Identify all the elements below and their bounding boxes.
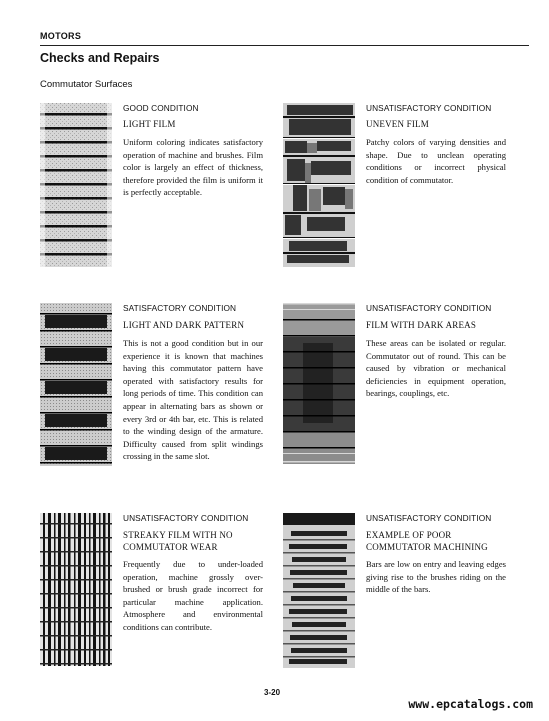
panel-1-name: LIGHT FILM	[123, 119, 176, 129]
panel-5-name-line-2: COMMUTATOR WEAR	[123, 542, 218, 552]
panel-5-description: Frequently due to under-loaded operation, machine grossly over-brushed or brush grade incorrect for particular machine application. Atmosphere and environmental conditions can contribute.	[123, 559, 263, 632]
panel-6-description: Bars are low on entry and leaving edges giving rise to the brushes riding on the middle of the bars.	[366, 559, 506, 595]
panel-6-condition: UNSATISFACTORY CONDITION	[366, 513, 492, 523]
panel-2-condition: UNSATISFACTORY CONDITION	[366, 103, 492, 113]
panel-4-condition: UNSATISFACTORY CONDITION	[366, 303, 492, 313]
panel-3-condition: SATISFACTORY CONDITION	[123, 303, 237, 313]
poor-machining-photo	[283, 513, 355, 668]
panel-3-description: This is not a good condition but in our experience it is known that machines having this commutator pattern have operated with satisfactory results for long periods of time. This condition can appear in alternating bars as shown or every 3rd or 4th bar, etc. This is related to the winding design of the armature. Difficulty caused from split windings crossing in the same slot.	[123, 338, 263, 462]
panel-2-description: Patchy colors of varying densities and shape. Due to unclean operating conditions or incorrect physical condition of commutator.	[366, 137, 506, 185]
section-label: MOTORS	[40, 31, 82, 41]
dark-areas-photo	[283, 303, 355, 464]
panel-4-name: FILM WITH DARK AREAS	[366, 320, 477, 330]
panel-6-name-line-1: EXAMPLE OF POOR	[366, 530, 452, 540]
panel-5-name-line-1: STREAKY FILM WITH NO	[123, 530, 233, 540]
watermark-url: www.epcatalogs.com	[408, 697, 533, 711]
panel-1-condition: GOOD CONDITION	[123, 103, 199, 113]
panel-1-description: Uniform coloring indicates satisfactory operation of machine and brushes. Film color is largely an effect of thickness, therefore provided the film is uniform it is perfectly acceptable.	[123, 137, 263, 198]
light-film-photo	[40, 103, 112, 267]
uneven-film-photo	[283, 103, 355, 267]
header-divider	[40, 45, 529, 46]
page-title: Checks and Repairs	[40, 51, 160, 65]
panel-4-description: These areas can be isolated or regular. Commutator out of round. This can be caused by vibration or mechanical deficiencies in equipment operation, bearings, couplings, etc.	[366, 338, 506, 399]
panel-6-name-line-2: COMMUTATOR MACHINING	[366, 542, 488, 552]
page-subtitle: Commutator Surfaces	[40, 79, 133, 90]
panel-2-name: UNEVEN FILM	[366, 119, 429, 129]
panel-5-condition: UNSATISFACTORY CONDITION	[123, 513, 249, 523]
panel-3-name: LIGHT AND DARK PATTERN	[123, 320, 245, 330]
light-dark-pattern-photo	[40, 303, 112, 466]
streaky-film-photo	[40, 513, 112, 666]
page-number: 3-20	[264, 688, 281, 697]
